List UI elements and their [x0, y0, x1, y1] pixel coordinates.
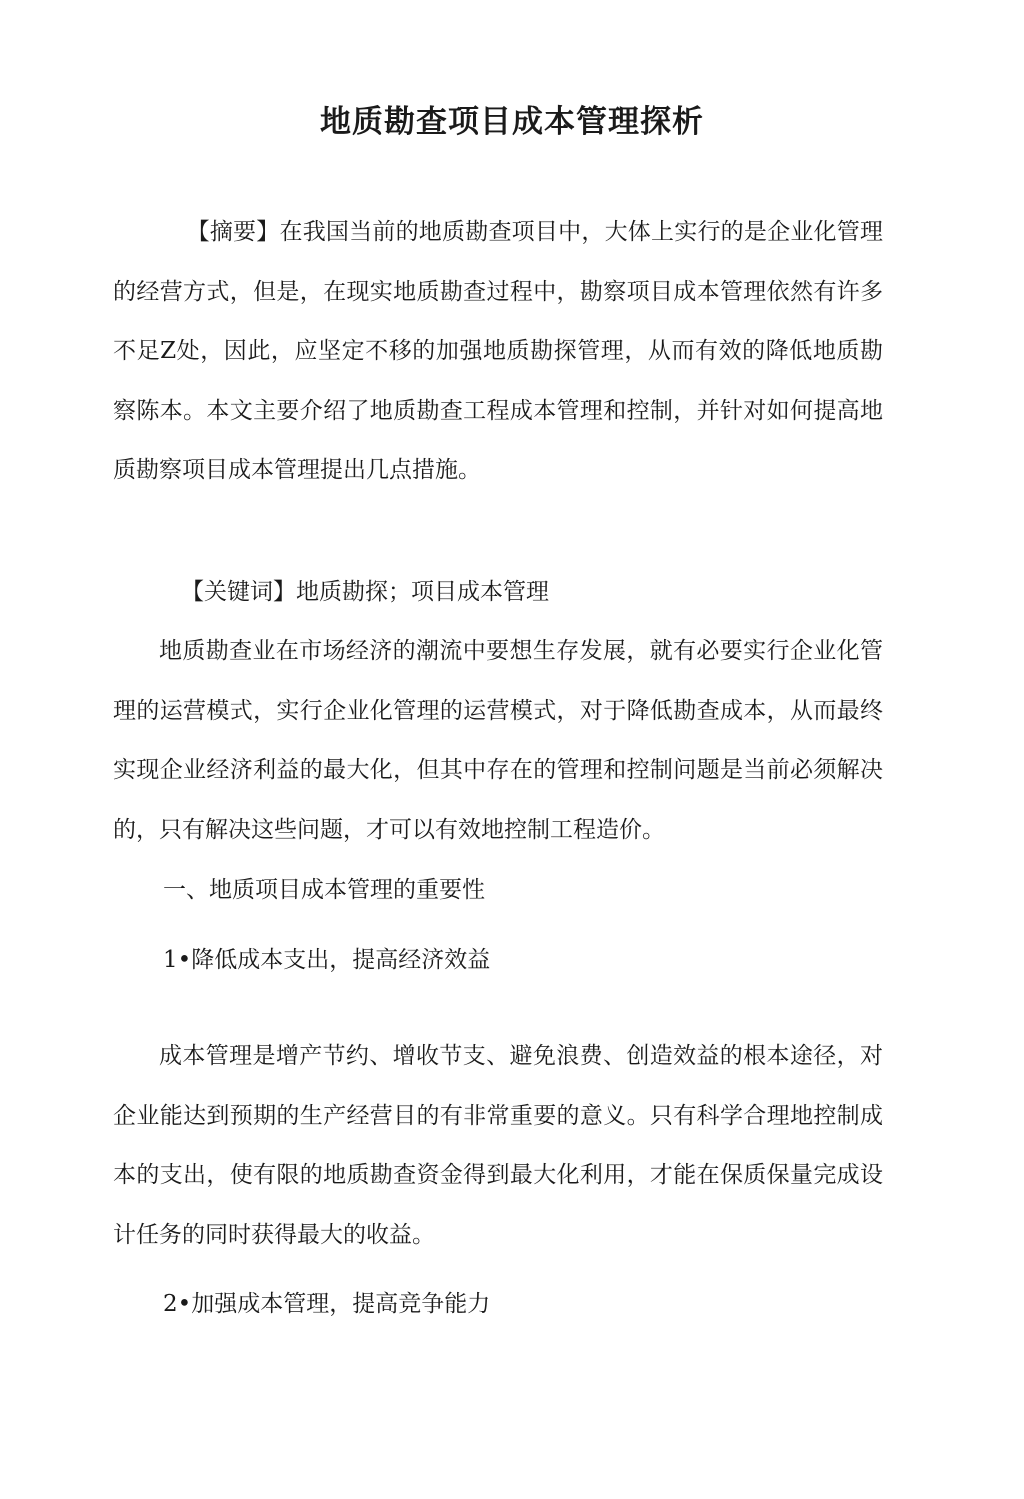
subsection-1-paragraph: 成本管理是增产节约、增收节支、避免浪费、创造效益的根本途径，对企业能达到预期的生产经营目的有非常重要的意义。只有科学合理地控制成本的支出，使有限的地质勘查资金得到最大化利用，才能在保质保量完成设计任务的同时获得最大的收益。 [113, 1043, 883, 1248]
keywords-line: 【关键词】地质勘探；项目成本管理 [181, 579, 549, 605]
abstract-paragraph: 【摘要】在我国当前的地质勘查项目中，大体上实行的是企业化管理的经营方式，但是，在现实地质勘查过程中，勘察项目成本管理依然有许多不足Z处，因此，应坚定不移的加强地质勘探管理，从而有效的降低地质勘察陈本。本文主要介绍了地质勘查工程成本管理和控制，并针对如何提高地质勘察项目成本管理提出几点措施。 [113, 219, 883, 483]
subsection-2-heading: 2•加强成本管理，提高竞争能力 [163, 1291, 491, 1317]
subsection-1-heading: 1•降低成本支出，提高经济效益 [163, 947, 491, 973]
document-title: 地质勘查项目成本管理探析 [320, 104, 704, 140]
section-1-heading: 一、地质项目成本管理的重要性 [163, 877, 485, 903]
intro-paragraph: 地质勘查业在市场经济的潮流中要想生存发展，就有必要实行企业化管理的运营模式，实行企业化管理的运营模式，对于降低勘查成本，从而最终实现企业经济利益的最大化，但其中存在的管理和控制问题是当前必须解决的，只有解决这些问题，才可以有效地控制工程造价。 [113, 638, 883, 843]
